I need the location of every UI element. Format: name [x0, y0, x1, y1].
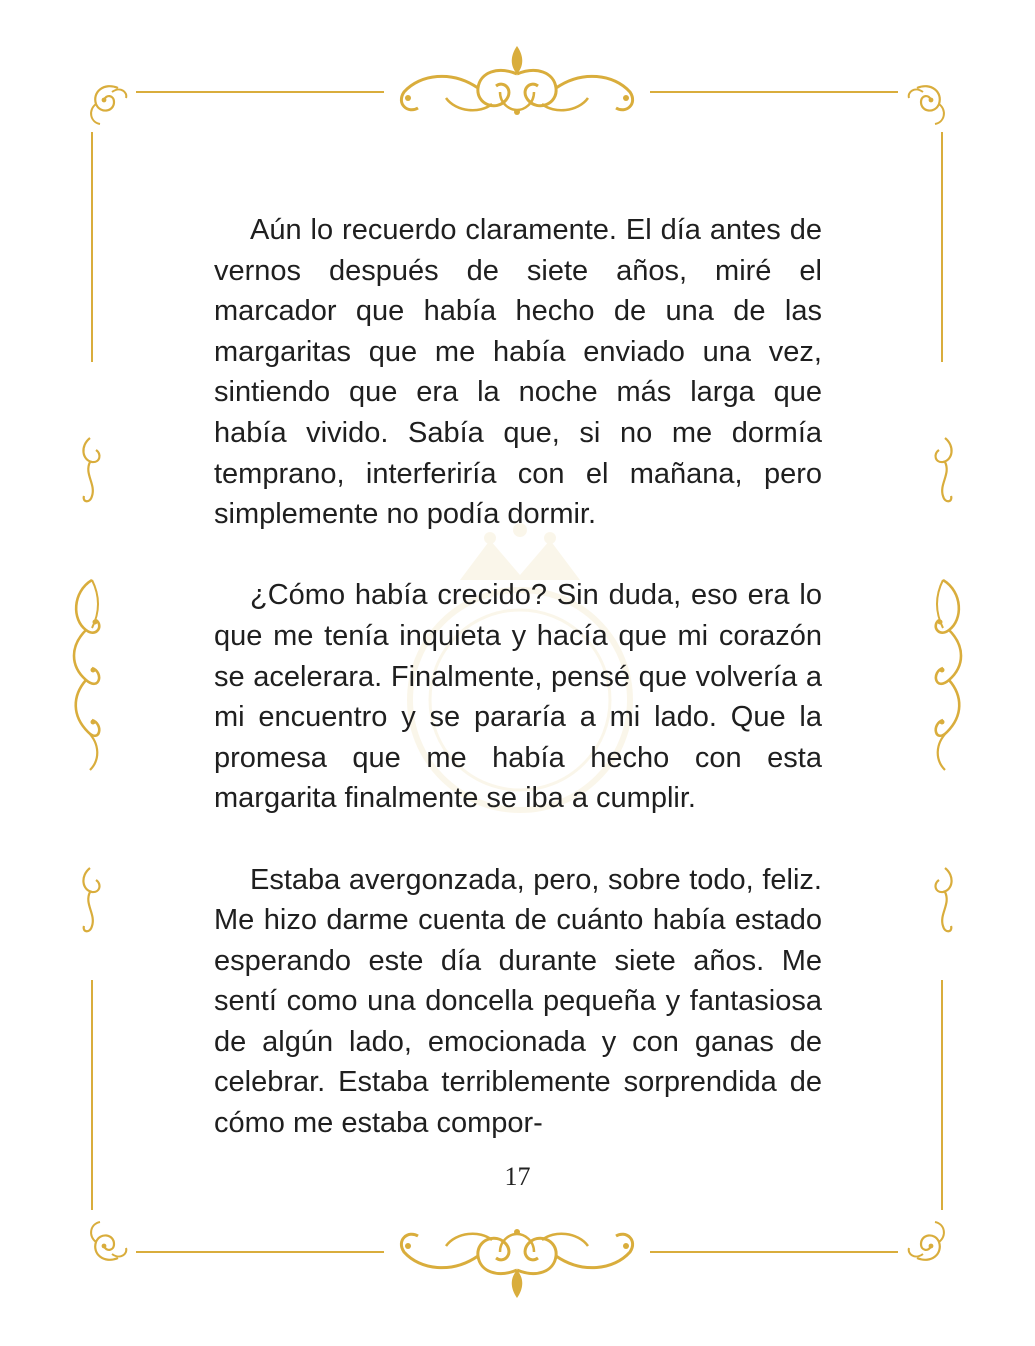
page-number: 17: [504, 1162, 531, 1191]
page-body: [214, 210, 822, 1144]
paragraph-2: ¿Cómo había crecido? Sin duda, eso era lo que me tenía inquieta y hacía que mi corazón se acelerara. Finalmente, pensé que volvería a mi encuentro y se pararía a mi lado. Que la promesa que me había hecho con esta margarita finalmente se iba a cumplir.: [214, 579, 822, 815]
side-scroll-icon: [83, 438, 99, 501]
top-flourish-icon: [401, 46, 632, 115]
paragraph-3: Estaba avergonzada, pero, sobre todo, feliz. Me hizo darme cuenta de cuánto había estado esperando este día durante siete años. Me sentí como una doncella pequeña y fantasiosa de algún lado, emocionada y con ganas de celebrar. Estaba terriblemente sorprendida de cómo me estaba compor-: [214, 863, 822, 1140]
paragraph-1: Aún lo recuerdo claramente. El día antes de vernos después de siete años, miré el marcador que había hecho de una de las margaritas que me había enviado una vez, sintiendo que era la noche más larga que había vivido. Sabía que, si no me dormía temprano, interferiría con el mañana, pero simplemente no podía dormir.: [214, 214, 822, 531]
bottom-flourish-icon: [401, 1229, 632, 1298]
corner-scroll-icon: [91, 86, 126, 124]
